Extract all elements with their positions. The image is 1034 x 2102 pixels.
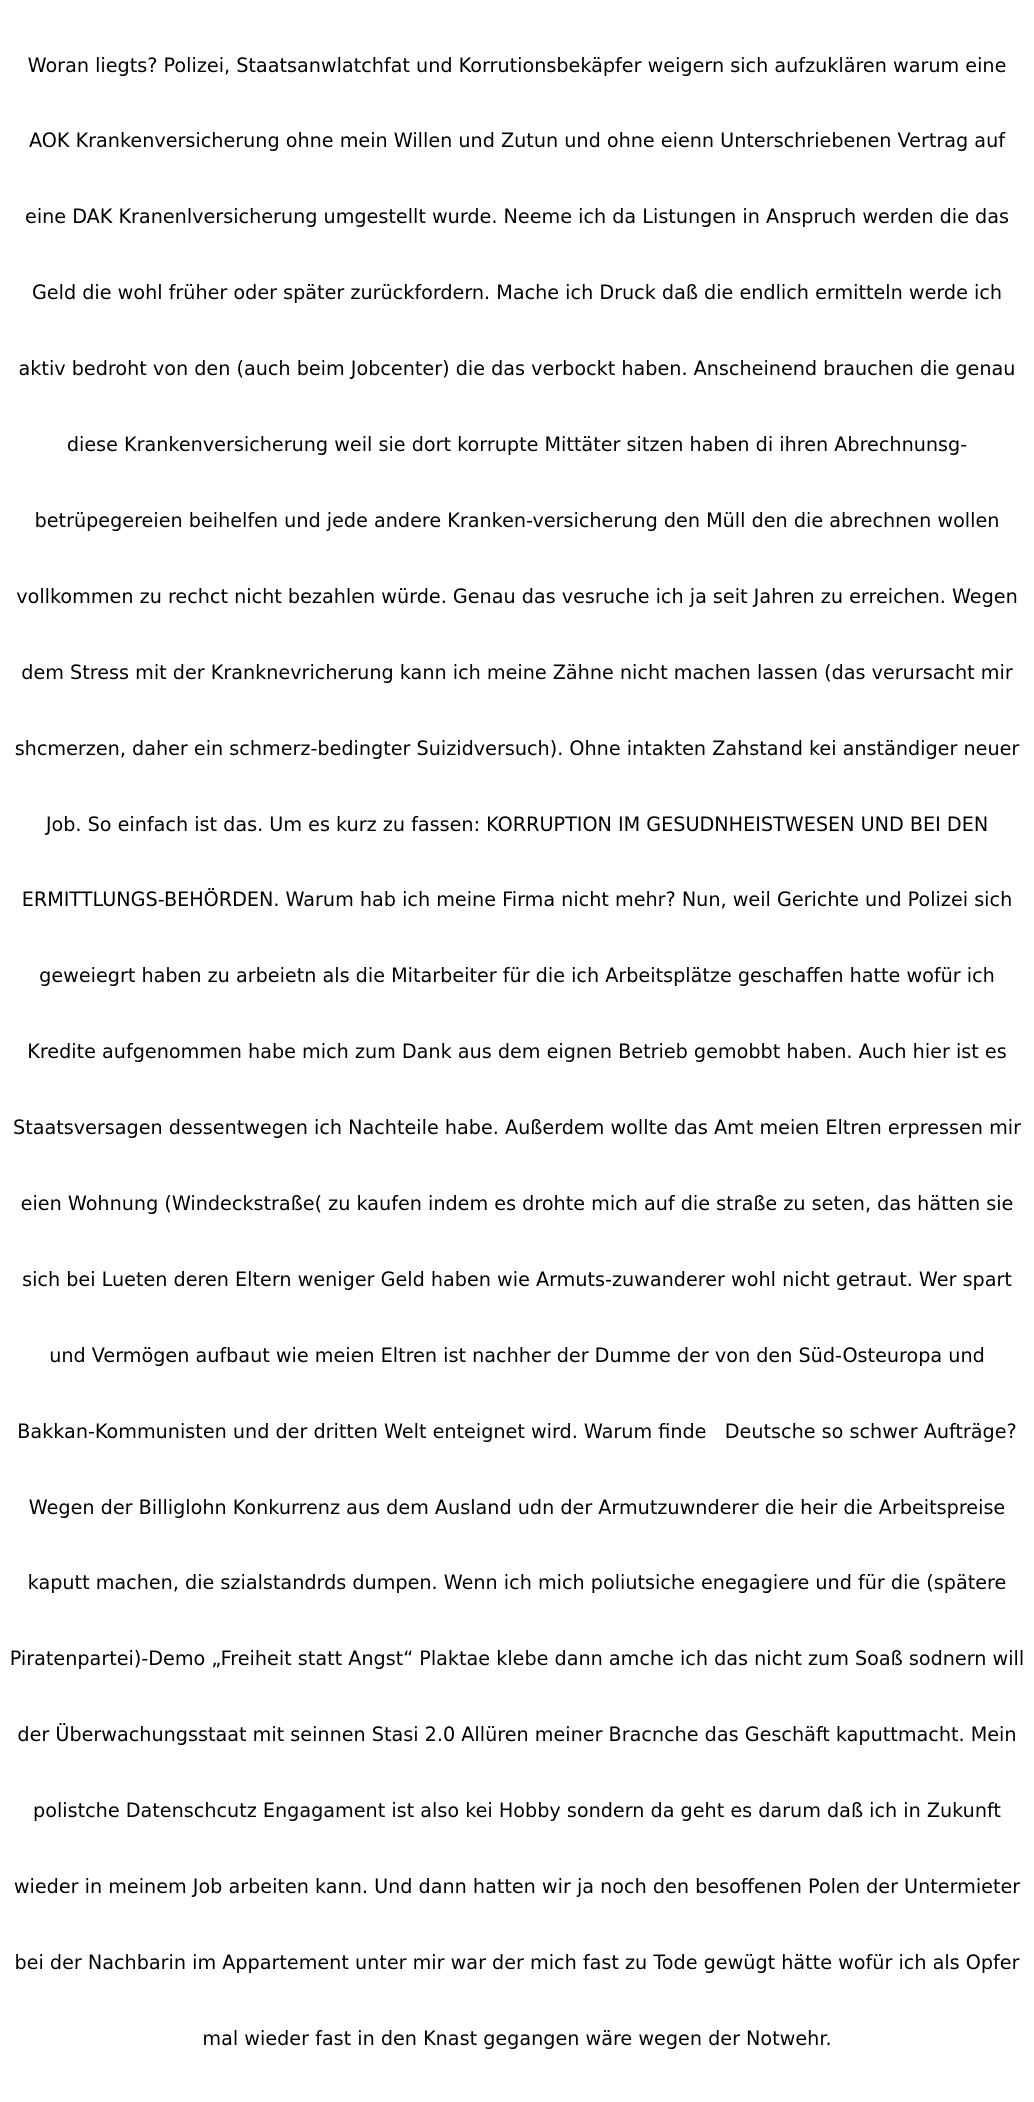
text-line: mal wieder fast in den Knast gegangen wäre wegen der Notwehr. [202,2026,832,2050]
text-line: Woran liegts? Polizei, Staatsanwlatchfat und Korrutionsbekäpfer weigern sich aufzuklären warum eine [27,53,1007,77]
text-line: und Vermögen aufbaut wie meien Eltren ist nachher der Dumme der von den Süd-Osteuropa und [49,1343,985,1367]
text-line: Staatsversagen dessentwegen ich Nachteile habe. Außerdem wollte das Amt meien Eltren erpressen mir [13,1116,1021,1140]
text-line: vollkommen zu rechct nicht bezahlen würde. Genau das vesruche ich ja seit Jahren zu erreichen. Wegen [16,584,1018,608]
document-text [2,2,1032,2102]
text-line: ERMITTLUNGS-BEHÖRDEN. Warum hab ich meine Firma nicht mehr? Nun, weil Gerichte und Polizei sich [21,888,1013,912]
text-line: wieder in meinem Job arbeiten kann. Und dann hatten wir ja noch den besoffenen Polen der Untermieter [13,1874,1021,1898]
text-line: shcmerzen, daher ein schmerz-bedingter Suizidversuch). Ohne intakten Zahstand kei anständiger neuer [14,736,1020,760]
text-line: Wegen der Billiglohn Konkurrenz aus dem Ausland udn der Armutzuwnderer die heir die Arbeitspreise [28,1495,1006,1519]
text-line: Bakkan-Kommunisten und der dritten Welt enteignet wird. Warum finde Deutsche so schwer Aufträge? [17,1419,1017,1443]
text-line: dem Stress mit der Kranknevricherung kann ich meine Zähne nicht machen lassen (das verursacht mir [21,660,1013,684]
text-line: bei der Nachbarin im Appartement unter mir war der mich fast zu Tode gewügt hätte wofür ich als Opfer [14,1950,1020,1974]
text-line: AOK Krankenversicherung ohne mein Willen und Zutun und ohne eienn Unterschriebenen Vertrag auf [29,129,1005,153]
text-line: betrüpegereien beihelfen und jede andere Kranken-versicherung den Müll den die abrechnen wollen [34,508,1000,532]
text-line: aktiv bedroht von den (auch beim Jobcenter) die das verbockt haben. Anscheinend brauchen die genau [18,357,1016,381]
text-line: sich bei Lueten deren Eltern weniger Geld haben wie Armuts-zuwanderer wohl nicht getraut. Wer spart [22,1267,1012,1291]
text-line: Piratenpartei)-Demo „Freiheit statt Angst“ Plaktae klebe dann amche ich das nicht zum Soaß sodnern will [9,1647,1025,1671]
text-line: Geld die wohl früher oder später zurückfordern. Mache ich Druck daß die endlich ermitteln werde ich [31,281,1003,305]
text-line: kaputt machen, die szialstandrds dumpen. Wenn ich mich poliutsiche enegagiere und für die (spätere [27,1571,1007,1595]
text-line: polistche Datenschcutz Engagament ist also kei Hobby sondern da geht es darum daß ich in Zukunft [33,1799,1001,1823]
text-line: geweiegrt haben zu arbeietn als die Mitarbeiter für die ich Arbeitsplätze geschaffen hatte wofür ich [39,964,995,988]
text-line: diese Krankenversicherung weil sie dort korrupte Mittäter sitzen haben di ihren Abrechnunsg- [66,433,968,457]
text-line: Kredite aufgenommen habe mich zum Dank aus dem eignen Betrieb gemobbt haben. Auch hier ist es [27,1040,1007,1064]
text-line: eien Wohnung (Windeckstraße( zu kaufen indem es drohte mich auf die straße zu seten, das hätten sie [20,1191,1014,1215]
text-line: eine DAK Kranenlversicherung umgestellt wurde. Neeme ich da Listungen in Anspruch werden die das [25,205,1009,229]
text-line: der Überwachungsstaat mit seinnen Stasi 2.0 Allüren meiner Bracnche das Geschäft kaputtmacht. Mein [17,1723,1017,1747]
text-line: Job. So einfach ist das. Um es kurz zu fassen: KORRUPTION IM GESUDNHEISTWESEN UND BEI DEN [45,812,989,836]
